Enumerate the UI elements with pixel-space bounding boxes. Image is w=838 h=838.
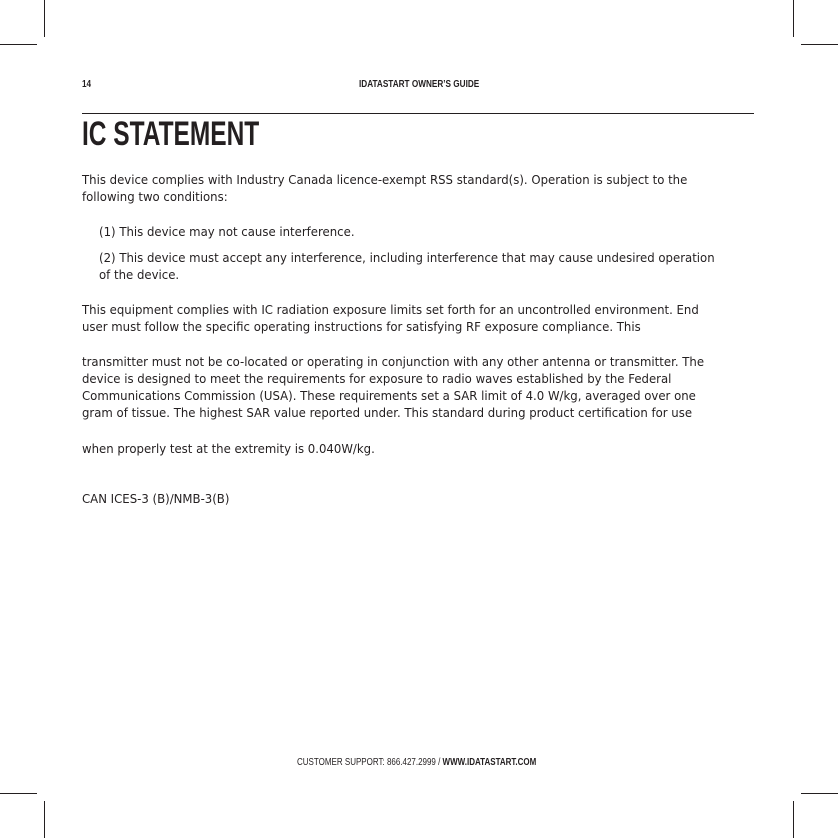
- compliance-code: CAN ICES-3 (B)/NMB-3(B): [82, 491, 230, 506]
- body-line: This device complies with Industry Canada licence-exempt RSS standard(s). Operation is subject to the: [82, 172, 688, 187]
- crop-mark: [0, 793, 37, 794]
- body-line: following two conditions:: [82, 189, 228, 204]
- condition-2: (2) This device must accept any interference, including interference that may cause undesired operation: [99, 250, 715, 265]
- support-label: CUSTOMER SUPPORT: 866.427.2999 /: [297, 757, 443, 768]
- body-line: user must follow the specific operating instructions for satisfying RF exposure compliance. This: [82, 319, 641, 334]
- crop-mark: [44, 801, 45, 838]
- body-line: This equipment complies with IC radiation exposure limits set forth for an uncontrolled environment. End: [82, 302, 699, 317]
- condition-1: (1) This device may not cause interference.: [99, 224, 355, 239]
- page-number: 14: [82, 79, 92, 90]
- body-line: when properly test at the extremity is 0.040W/kg.: [82, 441, 375, 456]
- crop-mark: [793, 0, 794, 37]
- crop-mark: [793, 801, 794, 838]
- condition-2-cont: of the device.: [99, 267, 180, 282]
- header-rule: [82, 113, 754, 114]
- running-head: IDATASTART OWNER’S GUIDE: [359, 79, 480, 90]
- page-title: IC STATEMENT: [82, 115, 260, 153]
- website-link[interactable]: WWW.IDATASTART.COM: [442, 757, 537, 768]
- body-line: Communications Commission (USA). These requirements set a SAR limit of 4.0 W/kg, averaged over one: [82, 388, 696, 403]
- body-line: gram of tissue. The highest SAR value reported under. This standard during product certification for use: [82, 405, 693, 420]
- footer: [297, 757, 536, 768]
- crop-mark: [801, 793, 838, 794]
- crop-mark: [801, 44, 838, 45]
- crop-mark: [44, 0, 45, 37]
- body-line: transmitter must not be co-located or operating in conjunction with any other antenna or transmitter. The: [82, 354, 705, 369]
- crop-mark: [0, 44, 37, 45]
- body-line: device is designed to meet the requirements for exposure to radio waves established by the Federal: [82, 371, 672, 386]
